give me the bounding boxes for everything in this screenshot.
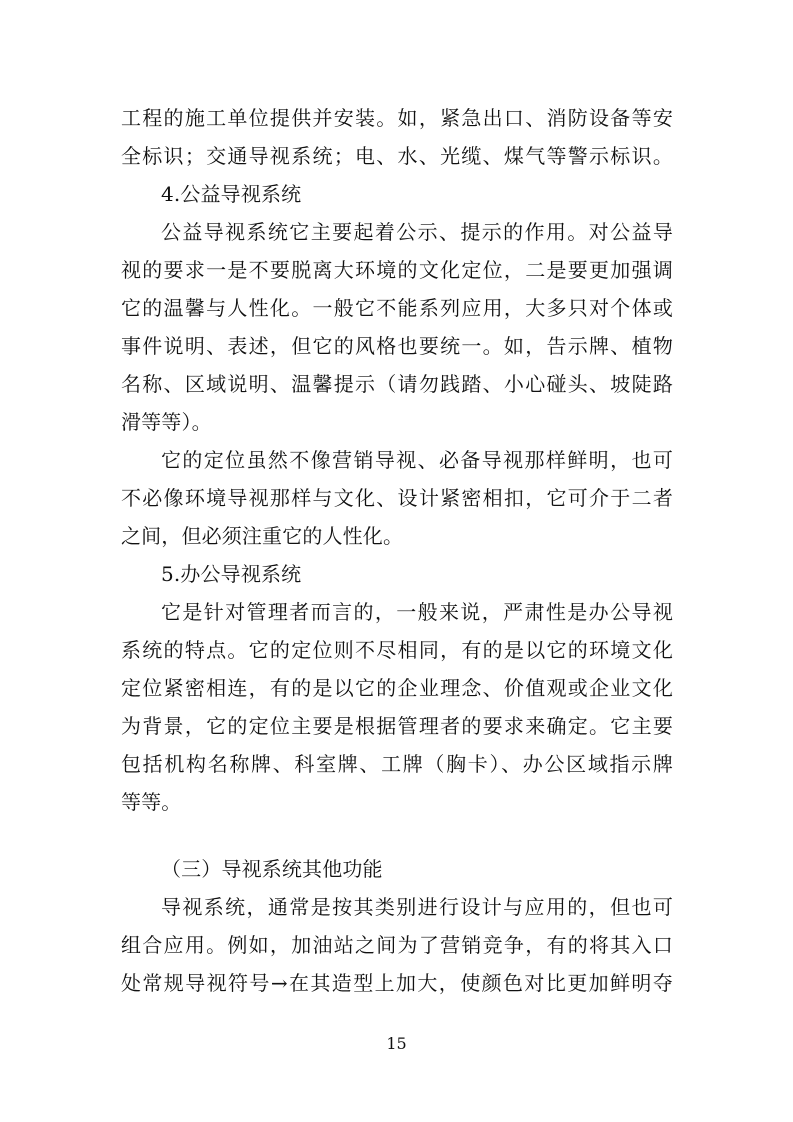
body-text-line: 它的定位虽然不像营销导视、必备导视那样鲜明，也可 [161,448,673,472]
section-heading: 4.公益导视系统 [161,182,302,206]
body-text-line: 等等。 [121,790,182,814]
body-text-line: 名称、区域说明、温馨提示（请勿践踏、小心碰头、坡陡路 [121,372,673,396]
page-number: 15 [386,1034,407,1053]
body-text-line: 事件说明、表述，但它的风格也要统一。如，告示牌、植物 [121,334,673,358]
body-text-line: 包括机构名称牌、科室牌、工牌（胸卡）、办公区域指示牌 [121,752,673,776]
body-text-line: 不必像环境导视那样与文化、设计紧密相扣，它可介于二者 [121,486,673,510]
body-text-line: 之间，但必须注重它的人性化。 [121,524,404,548]
body-text-line: 它是针对管理者而言的，一般来说，严肃性是办公导视 [161,600,673,624]
body-text-line: 定位紧密相连，有的是以它的企业理念、价值观或企业文化 [121,676,673,700]
body-text-line: 工程的施工单位提供并安装。如，紧急出口、消防设备等安 [121,106,673,130]
body-text-line: 公益导视系统它主要起着公示、提示的作用。对公益导 [161,220,673,244]
section-heading: 5.办公导视系统 [161,562,302,586]
body-text-line: 处常规导视符号→在其造型上加大，使颜色对比更加鲜明夺 [121,971,673,995]
body-text-line: 视的要求一是不要脱离大环境的文化定位，二是要更加强调 [121,258,673,282]
body-text-line: 导视系统，通常是按其类别进行设计与应用的，但也可 [161,895,673,919]
body-text-line: 为背景，它的定位主要是根据管理者的要求来确定。它主要 [121,714,673,738]
body-text-line: 它的温馨与人性化。一般它不能系列应用，大多只对个体或 [121,296,673,320]
body-text-line: 组合应用。例如，加油站之间为了营销竞争，有的将其入口 [121,933,673,957]
body-text-line: 全标识；交通导视系统；电、水、光缆、煤气等警示标识。 [121,144,673,168]
body-text-line: 系统的特点。它的定位则不尽相同，有的是以它的环境文化 [121,638,673,662]
section-heading: （三）导视系统其他功能 [161,857,383,881]
body-text-line: 滑等等）。 [121,410,212,434]
